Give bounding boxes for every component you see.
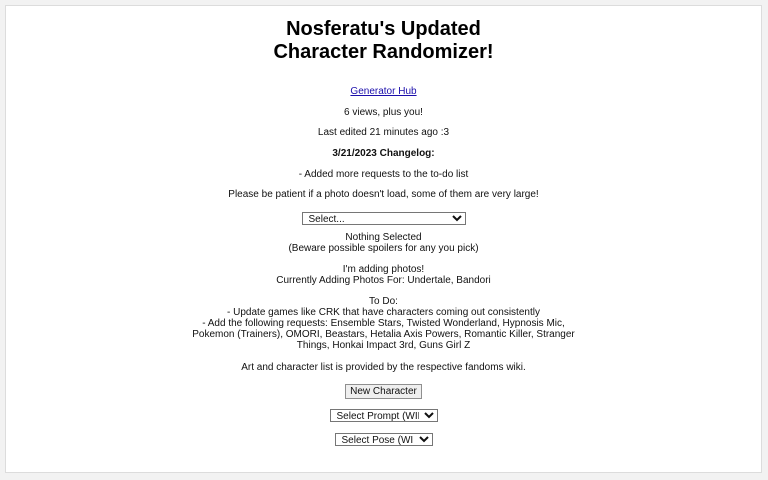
generator-hub-link[interactable]: Generator Hub: [350, 86, 417, 97]
patience-note: Please be patient if a photo doesn't load, some of them are very large!: [228, 189, 539, 200]
new-character-button[interactable]: New Character: [345, 384, 422, 399]
title-line-1: Nosferatu's Updated: [286, 18, 481, 40]
todo-heading: To Do:: [369, 296, 398, 307]
title-line-2: Character Randomizer!: [273, 41, 494, 63]
photos-note: I'm adding photos!: [342, 264, 425, 275]
page-container: [5, 5, 762, 473]
page-title: [6, 18, 761, 64]
todo-item: - Update games like CRK that have characters coming out consistently: [227, 307, 540, 318]
photos-fandoms: Currently Adding Photos For: Undertale, Bandori: [276, 275, 491, 286]
prompt-select[interactable]: [330, 409, 438, 422]
fandom-select[interactable]: [302, 212, 466, 225]
last-edited: Last edited 21 minutes ago :3: [317, 127, 450, 138]
pose-select[interactable]: [335, 433, 433, 446]
view-count: 6 views, plus you!: [344, 107, 423, 118]
spoiler-warning: (Beware possible spoilers for any you pick): [288, 243, 479, 254]
changelog-item: - Added more requests to the to-do list: [298, 169, 469, 180]
selection-status: Nothing Selected: [345, 232, 422, 243]
changelog-heading: 3/21/2023 Changelog:: [332, 148, 435, 159]
todo-item: - Add the following requests: Ensemble Stars, Twisted Wonderland, Hypnosis Mic, Pokemon (Trainers), OMORI, Beastars, Hetalia Axis Powers, Romantic Killer, Stranger Things, Honkai Impact 3rd, Guns Girl Z: [192, 318, 575, 351]
credits-note: Art and character list is provided by the respective fandoms wiki.: [241, 362, 526, 373]
